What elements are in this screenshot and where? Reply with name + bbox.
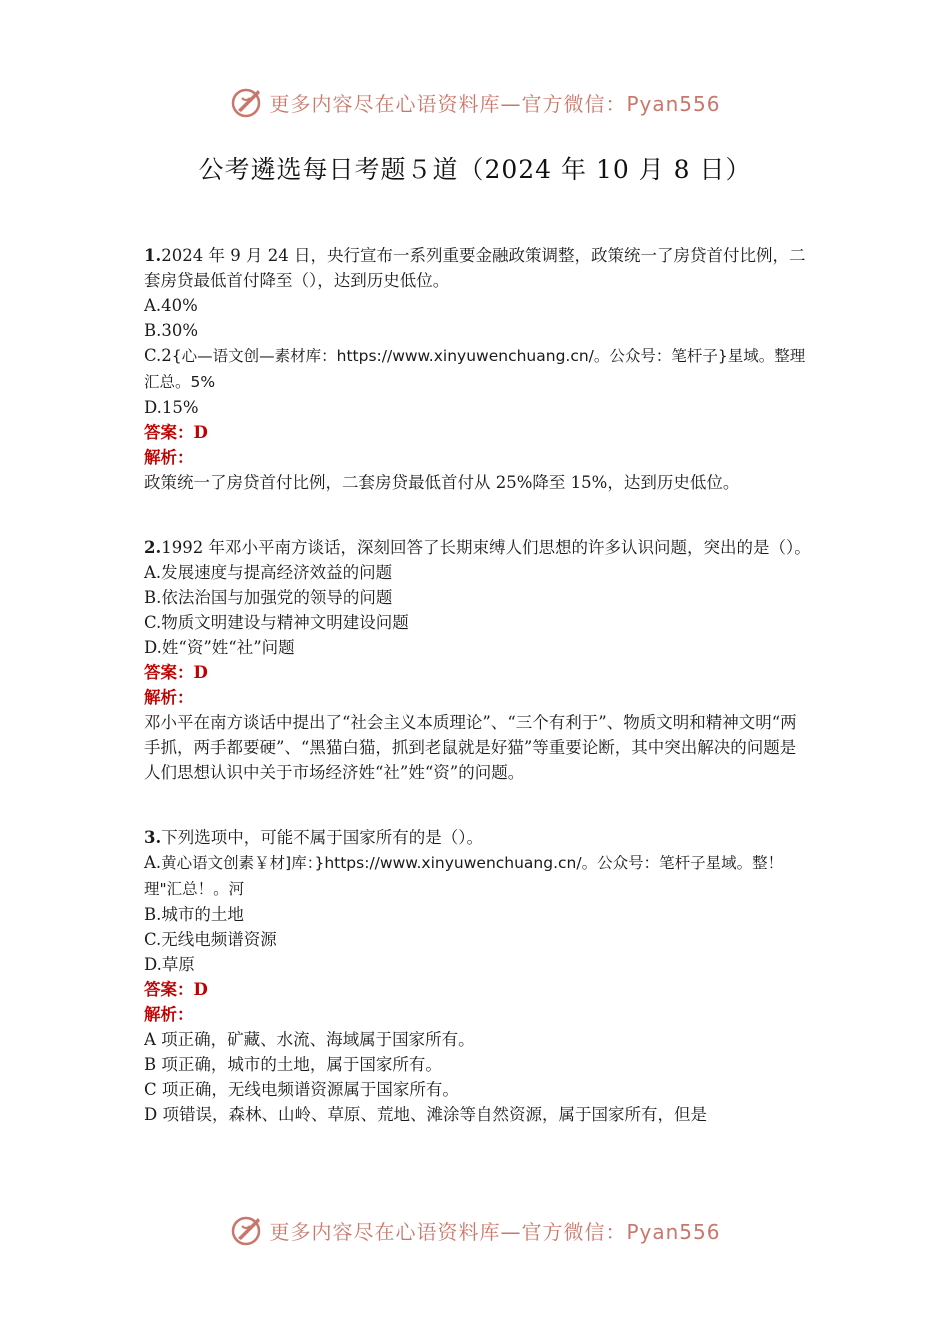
question-1-answer (144, 420, 812, 445)
question-3-option-a-prefix: A. (144, 853, 162, 872)
question-2-option-b: B.依法治国与加强党的领导的问题 (144, 588, 393, 607)
question-2-answer-label: 答案： (144, 663, 194, 682)
question-1-answer-value: D (193, 423, 208, 442)
question-1-analysis-label: 解析： (144, 448, 194, 467)
question-2-analysis-label: 解析： (144, 688, 194, 707)
question-1-stem (144, 243, 812, 293)
question-1 (144, 243, 812, 495)
question-1-option-c-watermark: {心—语文创—素材库：https://www.xinyuwenchuang.cn/。公众号：笔杆子}星域。整理汇总。5% (144, 347, 806, 391)
question-1-option-d: D.15% (144, 398, 199, 417)
question-3-option-a (144, 850, 812, 902)
question-2 (144, 535, 812, 785)
quill-logo-icon (229, 1212, 265, 1248)
question-3-stem (144, 825, 812, 850)
question-2-analysis: 邓小平在南方谈话中提出了“社会主义本质理论”、“三个有利于”、物质文明和精神文明“两手抓，两手都要硬”、“黑猫白猫，抓到老鼠就是好猫”等重要论断，其中突出解决的问题是人们思想认识中关于市场经济姓“社”姓“资”的问题。 (144, 713, 797, 782)
question-2-option-d: D.姓“资”姓“社”问题 (144, 638, 295, 657)
question-1-text: 2024 年 9 月 24 日，央行宣布一系列重要金融政策调整，政策统一了房贷首付比例，二套房贷最低首付降至（），达到历史低位。 (144, 246, 806, 290)
question-3-answer-value: D (193, 980, 208, 999)
question-2-answer (144, 660, 812, 685)
question-3-option-a-watermark: 黄心语文创素￥材]库：}https://www.xinyuwenchuang.cn/。公众号：笔杆子星域。整！理"汇总！。河 (144, 854, 784, 898)
question-1-analysis: 政策统一了房贷首付比例，二套房贷最低首付从 25%降至 15%，达到历史低位。 (144, 473, 740, 492)
question-3-analysis-line: C 项正确，无线电频谱资源属于国家所有。 (144, 1080, 459, 1099)
question-2-answer-value: D (193, 663, 208, 682)
question-3-answer (144, 977, 812, 1002)
question-1-answer-label: 答案： (144, 423, 194, 442)
question-3-analysis-line: B 项正确，城市的土地，属于国家所有。 (144, 1055, 442, 1074)
question-3-number: 3. (144, 828, 162, 847)
question-3-text: 下列选项中，可能不属于国家所有的是（）。 (161, 828, 483, 847)
footer-banner (0, 1210, 950, 1250)
question-2-text: 1992 年邓小平南方谈话，深刻回答了长期束缚人们思想的许多认识问题，突出的是（）。 (161, 538, 811, 557)
header-banner-text: 更多内容尽在心语资料库—官方微信：Pyan556 (269, 91, 721, 116)
question-1-option-b: B.30% (144, 321, 199, 340)
question-2-number: 2. (144, 538, 162, 557)
question-3-analysis-line: D 项错误，森林、山岭、草原、荒地、滩涂等自然资源，属于国家所有，但是 (144, 1105, 707, 1124)
question-3-analysis-label: 解析： (144, 1005, 194, 1024)
question-3-option-c: C.无线电频谱资源 (144, 930, 277, 949)
header-banner (0, 82, 950, 122)
question-3-option-d: D.草原 (144, 955, 195, 974)
question-2-option-c: C.物质文明建设与精神文明建设问题 (144, 613, 409, 632)
question-1-option-c-prefix: C.2 (144, 346, 172, 365)
question-1-number: 1. (144, 246, 162, 265)
question-3 (144, 825, 812, 1127)
quill-logo-icon (229, 84, 265, 120)
question-3-answer-label: 答案： (144, 980, 194, 999)
question-3-option-b: B.城市的土地 (144, 905, 244, 924)
document-body (144, 243, 812, 1167)
question-2-option-a: A.发展速度与提高经济效益的问题 (144, 563, 393, 582)
question-1-option-c (144, 343, 812, 395)
footer-banner-text: 更多内容尽在心语资料库—官方微信：Pyan556 (269, 1219, 721, 1244)
question-2-stem (144, 535, 812, 560)
question-3-analysis-line: A 项正确，矿藏、水流、海域属于国家所有。 (144, 1030, 475, 1049)
question-1-option-a: A.40% (144, 296, 198, 315)
page-title: 公考遴选每日考题５道（2024 年 10 月 8 日） (198, 155, 752, 184)
